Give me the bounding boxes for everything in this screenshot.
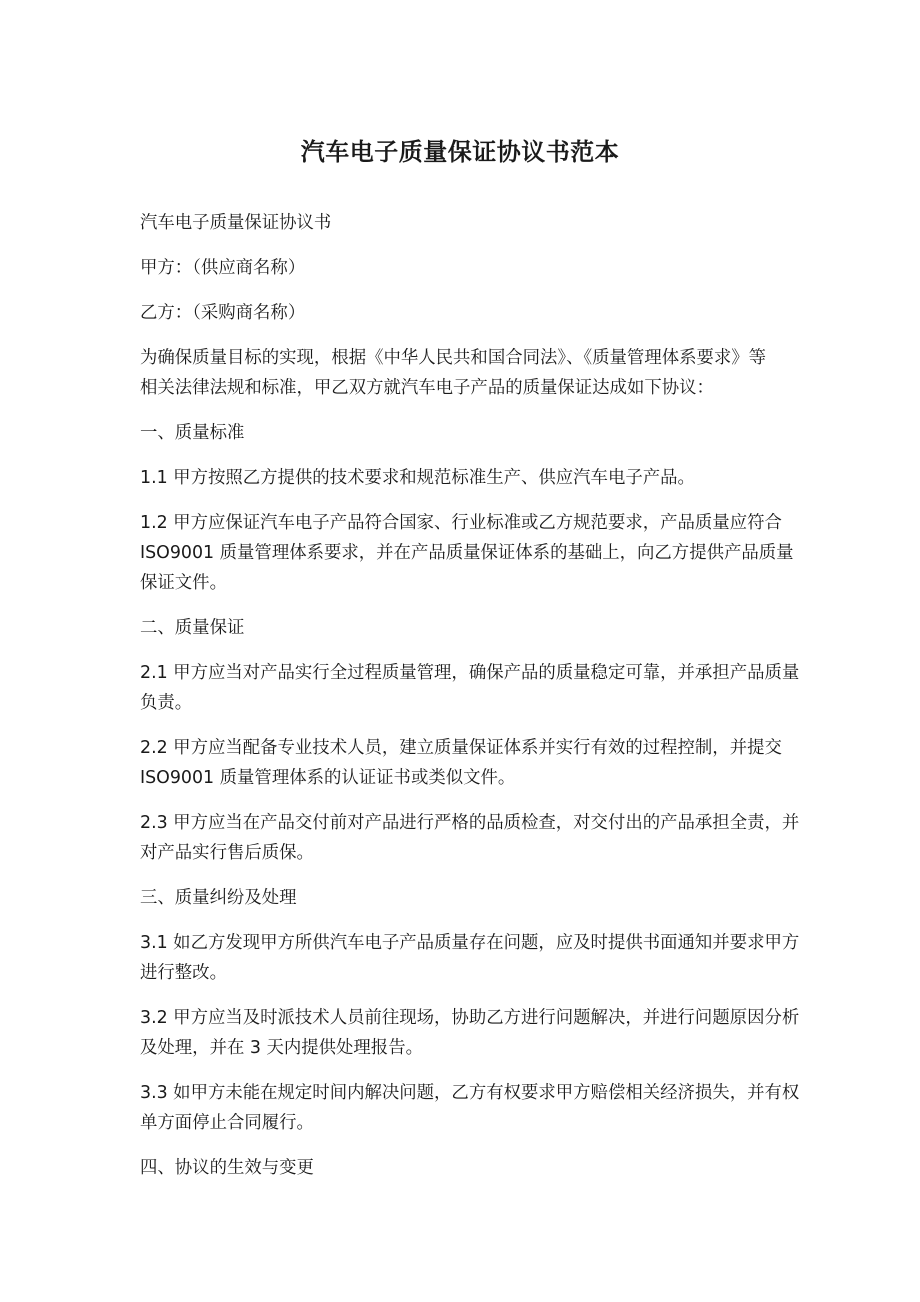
paragraph (140, 418, 800, 448)
paragraph (140, 928, 800, 988)
paragraph-line: 2.1 甲方应当对产品实行全过程质量管理，确保产品的质量稳定可靠，并承担产品质量 (140, 663, 800, 683)
paragraph-line: 单方面停止合同履行。 (140, 1113, 314, 1133)
document-title: 汽车电子质量保证协议书范本 (300, 138, 620, 166)
paragraph-line: 1.1 甲方按照乙方提供的技术要求和规范标准生产、供应汽车电子产品。 (140, 468, 695, 488)
paragraph (140, 1153, 800, 1183)
paragraph-line: 3.3 如甲方未能在规定时间内解决问题，乙方有权要求甲方赔偿相关经济损失，并有权 (140, 1083, 800, 1103)
document-body (140, 208, 800, 1198)
paragraph (140, 808, 800, 868)
paragraph-line: 1.2 甲方应保证汽车电子产品符合国家、行业标准或乙方规范要求，产品质量应符合 (140, 513, 782, 533)
paragraph-line: 三、质量纠纷及处理 (140, 888, 297, 908)
paragraph-line: 负责。 (140, 693, 193, 713)
paragraph-line: 2.3 甲方应当在产品交付前对产品进行严格的品质检查，对交付出的产品承担全责，并 (140, 813, 800, 833)
paragraph-line: 保证文件。 (140, 573, 227, 593)
paragraph (140, 883, 800, 913)
paragraph-line: 2.2 甲方应当配备专业技术人员，建立质量保证体系并实行有效的过程控制，并提交 (140, 738, 782, 758)
paragraph-line: ISO9001 质量管理体系的认证证书或类似文件。 (140, 768, 516, 788)
paragraph-line: 乙方：（采购商名称） (140, 303, 306, 323)
paragraph-line: 为确保质量目标的实现，根据《中华人民共和国合同法》、《质量管理体系要求》等 (140, 348, 767, 368)
paragraph-line: ISO9001 质量管理体系要求，并在产品质量保证体系的基础上，向乙方提供产品质量 (140, 543, 794, 563)
paragraph (140, 253, 800, 283)
paragraph-line: 四、协议的生效与变更 (140, 1158, 314, 1178)
paragraph-line: 3.2 甲方应当及时派技术人员前往现场，协助乙方进行问题解决，并进行问题原因分析 (140, 1008, 800, 1028)
paragraph-line: 一、质量标准 (140, 423, 245, 443)
paragraph (140, 208, 800, 238)
paragraph-line: 及处理，并在 3 天内提供处理报告。 (140, 1038, 423, 1058)
paragraph (140, 508, 800, 598)
paragraph-line: 相关法律法规和标准，甲乙双方就汽车电子产品的质量保证达成如下协议： (140, 378, 714, 398)
paragraph (140, 1078, 800, 1138)
paragraph (140, 298, 800, 328)
paragraph-line: 对产品实行售后质保。 (140, 843, 314, 863)
paragraph (140, 463, 800, 493)
paragraph (140, 658, 800, 718)
paragraph (140, 613, 800, 643)
paragraph-line: 汽车电子质量保证协议书 (140, 213, 332, 233)
paragraph-line: 3.1 如乙方发现甲方所供汽车电子产品质量存在问题，应及时提供书面通知并要求甲方 (140, 933, 800, 953)
paragraph-line: 二、质量保证 (140, 618, 245, 638)
paragraph-line: 甲方：（供应商名称） (140, 258, 306, 278)
paragraph (140, 1003, 800, 1063)
paragraph-line: 进行整改。 (140, 963, 227, 983)
paragraph (140, 733, 800, 793)
paragraph (140, 343, 800, 403)
